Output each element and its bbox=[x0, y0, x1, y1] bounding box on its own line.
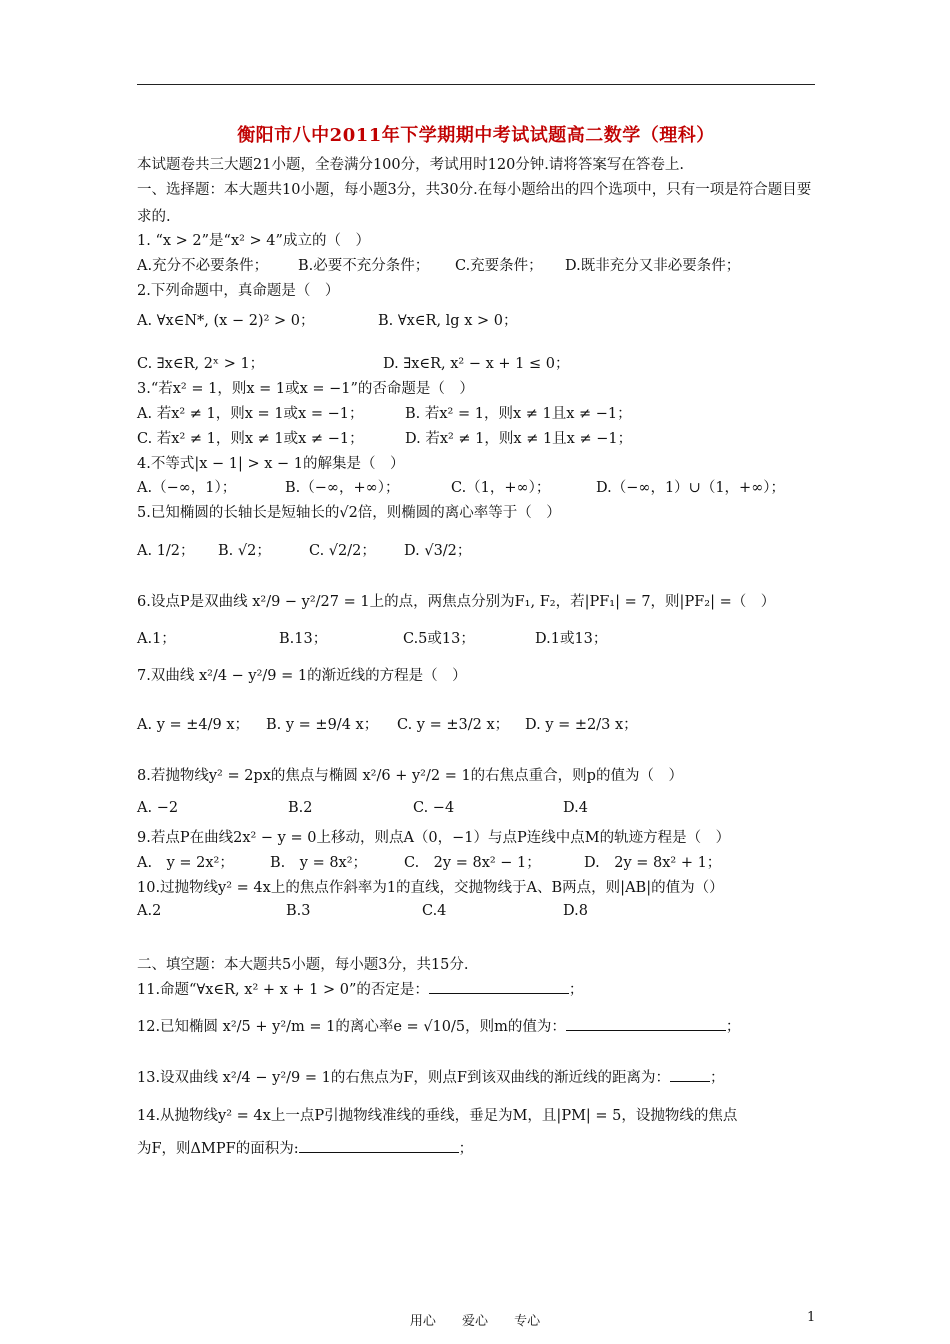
q10-stem: 10.过抛物线y² = 4x上的焦点作斜率为1的直线，交抛物线于A、B两点，则|AB|的值为（） bbox=[137, 880, 724, 896]
q3-option-d: D. 若x² ≠ 1，则x ≠ 1且x ≠ −1； bbox=[405, 431, 633, 447]
q6-option-b: B.13； bbox=[279, 631, 328, 647]
q9-option-b: B. y = 8x²； bbox=[270, 855, 368, 871]
q10-option-d: D.8 bbox=[563, 903, 588, 919]
q8-stem: 8.若抛物线y² = 2px的焦点与椭圆 x²/6 + y²/2 = 1的右焦点重合，则p的值为（ ） bbox=[137, 768, 683, 784]
q14-text: 为F，则ΔMPF的面积为: bbox=[137, 1141, 299, 1157]
page-footer: 用心 爱心 专心 bbox=[409, 1314, 541, 1329]
q5-option-d: D. √3/2； bbox=[404, 543, 472, 559]
q9-option-c: C. 2y = 8x² − 1； bbox=[404, 855, 541, 871]
q13-end: ； bbox=[709, 1070, 725, 1086]
q11-answer-blank[interactable] bbox=[429, 992, 569, 994]
q12-text: 12.已知椭圆 x²/5 + y²/m = 1的离心率e = √10/5，则m的值为： bbox=[137, 1019, 566, 1035]
q4-option-c: C.（1，+∞）； bbox=[451, 480, 551, 496]
q6-stem: 6.设点P是双曲线 x²/9 − y²/27 = 1上的点，两焦点分别为F₁, F₂，若|PF₁| = 7，则|PF₂| =（ ） bbox=[137, 594, 776, 610]
q2-stem: 2.下列命题中，真命题是（ ） bbox=[137, 283, 340, 299]
q1-option-a: A.充分不必要条件； bbox=[137, 258, 269, 274]
q5-option-b: B. √2； bbox=[218, 543, 271, 559]
q5-stem: 5.已知椭圆的长轴长是短轴长的√2倍，则椭圆的离心率等于（ ） bbox=[137, 505, 561, 521]
q1-stem: 1. “x > 2”是“x² > 4”成立的（ ） bbox=[137, 233, 370, 249]
page-number: 1 bbox=[807, 1310, 816, 1325]
q11-line bbox=[137, 978, 583, 999]
q12-end: ； bbox=[725, 1019, 741, 1035]
q13-answer-blank[interactable] bbox=[670, 1080, 710, 1082]
q4-option-d: D.（−∞，1）∪（1，+∞）； bbox=[596, 480, 786, 496]
q3-option-c: C. 若x² ≠ 1，则x ≠ 1或x ≠ −1； bbox=[137, 431, 364, 447]
q1-option-b: B.必要不充分条件； bbox=[298, 258, 430, 274]
q1-option-d: D.既非充分又非必要条件； bbox=[565, 258, 741, 274]
q14-line1: 14.从抛物线y² = 4x上一点P引抛物线准线的垂线，垂足为M，且|PM| = 5，设抛物线的焦点 bbox=[137, 1108, 738, 1124]
q10-option-a: A.2 bbox=[137, 903, 162, 919]
q10-option-b: B.3 bbox=[286, 903, 311, 919]
q7-stem: 7.双曲线 x²/4 − y²/9 = 1的渐近线的方程是（ ） bbox=[137, 668, 467, 684]
intro-text: 本试题卷共三大题21小题，全卷满分100分，考试用时120分钟.请将答案写在答卷上. bbox=[137, 157, 685, 173]
q4-option-a: A.（−∞，1）； bbox=[137, 480, 237, 496]
q14-end: ； bbox=[458, 1141, 474, 1157]
q8-option-a: A. −2 bbox=[137, 800, 179, 816]
q5-option-c: C. √2/2； bbox=[309, 543, 376, 559]
q10-option-c: C.4 bbox=[422, 903, 447, 919]
q9-option-a: A. y = 2x²； bbox=[137, 855, 234, 871]
q2-option-c: C. ∃x∈R, 2ˣ > 1； bbox=[137, 356, 265, 372]
q8-option-c: C. −4 bbox=[413, 800, 455, 816]
q4-stem: 4.不等式|x − 1| > x − 1的解集是（ ） bbox=[137, 456, 405, 472]
q2-option-b: B. ∀x∈R, lg x > 0； bbox=[378, 313, 518, 329]
q3-stem: 3.“若x² = 1，则x = 1或x = −1”的否命题是（ ） bbox=[137, 381, 474, 397]
q13-text: 13.设双曲线 x²/4 − y²/9 = 1的右焦点为F，则点F到该双曲线的渐近线的距离为： bbox=[137, 1070, 670, 1086]
q9-stem: 9.若点P在曲线2x² − y = 0上移动，则点A（0，−1）与点P连线中点M的轨迹方程是（ ） bbox=[137, 830, 731, 846]
q6-option-d: D.1或13； bbox=[535, 631, 608, 647]
q1-option-c: C.充要条件； bbox=[455, 258, 543, 274]
q5-option-a: A. 1/2； bbox=[137, 543, 195, 559]
q14-line2 bbox=[137, 1137, 473, 1158]
q3-option-b: B. 若x² = 1，则x ≠ 1且x ≠ −1； bbox=[405, 406, 632, 422]
q7-option-a: A. y = ±4/9 x； bbox=[137, 717, 250, 733]
q7-option-b: B. y = ±9/4 x； bbox=[266, 717, 379, 733]
q4-option-b: B.（−∞，+∞）； bbox=[285, 480, 400, 496]
q6-option-a: A.1； bbox=[137, 631, 176, 647]
document-title: 衡阳市八中2011年下学期期中考试试题高二数学（理科） bbox=[237, 125, 715, 146]
q12-answer-blank[interactable] bbox=[566, 1029, 726, 1031]
header-rule bbox=[137, 84, 815, 85]
q7-option-c: C. y = ±3/2 x； bbox=[397, 717, 510, 733]
q8-option-d: D.4 bbox=[563, 800, 588, 816]
section1-heading: 一、选择题：本大题共10小题，每小题3分，共30分.在每小题给出的四个选项中，只有一项是符合题目要求的. bbox=[137, 182, 812, 225]
q9-option-d: D. 2y = 8x² + 1； bbox=[584, 855, 722, 871]
q13-line bbox=[137, 1066, 724, 1087]
q11-text: 11.命题“∀x∈R, x² + x + 1 > 0”的否定是： bbox=[137, 982, 429, 998]
q7-option-d: D. y = ±2/3 x； bbox=[525, 717, 638, 733]
section2-heading: 二、填空题：本大题共5小题，每小题3分，共15分. bbox=[137, 957, 469, 973]
q8-option-b: B.2 bbox=[288, 800, 313, 816]
q2-option-a: A. ∀x∈N*, (x − 2)² > 0； bbox=[137, 313, 315, 329]
q11-end: ； bbox=[568, 982, 584, 998]
q14-answer-blank[interactable] bbox=[299, 1151, 459, 1153]
q3-option-a: A. 若x² ≠ 1，则x = 1或x = −1； bbox=[137, 406, 364, 422]
q6-option-c: C.5或13； bbox=[403, 631, 475, 647]
q2-option-d: D. ∃x∈R, x² − x + 1 ≤ 0； bbox=[383, 356, 570, 372]
q12-line bbox=[137, 1015, 740, 1036]
